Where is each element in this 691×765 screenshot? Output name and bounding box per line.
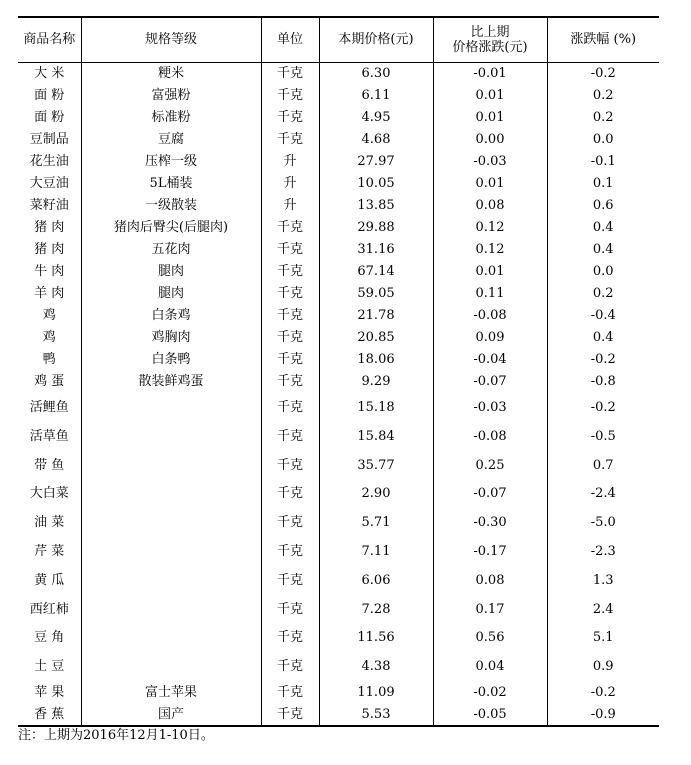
cell-price-change: -0.01 [433,62,547,84]
cell-product-name: 苹 果 [34,685,65,700]
cell-change-percent: -0.4 [547,304,659,326]
cell-product-name: 鸡 蛋 [34,373,65,389]
cell-change-percent: -0.8 [547,370,659,392]
table-row [18,128,659,150]
cell-unit: 千克 [261,216,319,238]
cell-specification [81,652,261,681]
cell-change-percent: 0.0 [547,260,659,282]
cell-specification: 5L桶装 [81,172,261,194]
cell-specification: 标准粉 [81,106,261,128]
cell-change-percent: -0.5 [547,422,659,451]
cell-change-percent: -2.4 [547,479,659,508]
cell-unit: 千克 [261,451,319,479]
cell-specification: 国产 [81,704,261,726]
cell-price-change: -0.05 [433,704,547,726]
cell-unit: 千克 [261,238,319,260]
cell-product-name: 油 菜 [34,515,65,530]
cell-unit: 升 [261,150,319,172]
cell-unit: 千克 [261,304,319,326]
cell-price-change: 0.11 [433,282,547,304]
cell-specification: 鸡胸肉 [81,326,261,348]
cell-product-name: 豆制品 [29,131,69,147]
cell-specification: 散装鲜鸡蛋 [81,370,261,392]
cell-price-change: 0.01 [433,172,547,194]
cell-specification: 五花肉 [81,238,261,260]
cell-specification [81,623,261,652]
cell-unit: 千克 [261,595,319,623]
cell-current-price: 11.56 [319,623,433,652]
cell-specification: 猪肉后臀尖(后腿肉) [81,216,261,238]
cell-current-price: 59.05 [319,282,433,304]
cell-product-name: 鸡 [42,307,56,323]
cell-product-name: 鸭 [42,351,56,367]
cell-price-change: -0.08 [433,422,547,451]
cell-current-price: 5.71 [319,508,433,537]
cell-specification: 白条鸡 [81,304,261,326]
cell-price-change: -0.03 [433,150,547,172]
cell-current-price: 67.14 [319,260,433,282]
cell-current-price: 7.28 [319,595,433,623]
cell-product-name: 菜籽油 [29,197,69,213]
cell-change-percent: 2.4 [547,595,659,623]
cell-unit: 千克 [261,84,319,106]
cell-specification [81,479,261,508]
cell-unit: 千克 [261,623,319,652]
cell-change-percent: -0.9 [547,704,659,726]
cell-change-percent: 1.3 [547,566,659,595]
cell-current-price: 20.85 [319,326,433,348]
table-row [18,370,659,392]
table-row [18,106,659,128]
cell-unit: 千克 [261,566,319,595]
cell-change-percent: -0.2 [547,681,659,704]
table-row [18,422,659,451]
cell-current-price: 21.78 [319,304,433,326]
cell-specification: 腿肉 [81,282,261,304]
cell-price-change: 0.08 [433,194,547,216]
cell-unit: 千克 [261,704,319,726]
cell-unit: 千克 [261,62,319,84]
header-change-percent: 涨跌幅 (%) [547,17,659,62]
table-row [18,62,659,84]
cell-price-change: -0.07 [433,479,547,508]
cell-specification [81,392,261,422]
cell-change-percent: 0.2 [547,106,659,128]
cell-price-change: 0.25 [433,451,547,479]
cell-specification: 腿肉 [81,260,261,282]
cell-product-name: 猪 肉 [34,219,65,235]
cell-price-change: 0.08 [433,566,547,595]
cell-price-change: -0.04 [433,348,547,370]
table-row [18,216,659,238]
cell-unit: 千克 [261,422,319,451]
cell-product-name: 黄 瓜 [34,573,65,588]
table-row [18,704,659,726]
cell-product-name: 猪 肉 [34,241,65,257]
cell-current-price: 5.53 [319,704,433,726]
cell-unit: 千克 [261,479,319,508]
cell-price-change: -0.02 [433,681,547,704]
table-row [18,479,659,508]
cell-specification [81,508,261,537]
cell-product-name: 西红柿 [29,601,69,617]
table-row [18,304,659,326]
cell-current-price: 18.06 [319,348,433,370]
cell-change-percent: 0.0 [547,128,659,150]
header-product-name: 商品名称 [18,17,81,62]
table-row [18,508,659,537]
table-row [18,537,659,566]
cell-unit: 升 [261,172,319,194]
table-body [18,62,659,726]
cell-price-change: 0.04 [433,652,547,681]
cell-current-price: 9.29 [319,370,433,392]
cell-current-price: 6.30 [319,62,433,84]
cell-specification [81,537,261,566]
cell-price-change: 0.17 [433,595,547,623]
price-table-container [18,16,659,727]
cell-product-name: 花生油 [29,153,69,169]
table-row [18,566,659,595]
cell-current-price: 7.11 [319,537,433,566]
table-row [18,326,659,348]
cell-price-change: -0.07 [433,370,547,392]
cell-change-percent: -2.3 [547,537,659,566]
cell-price-change: -0.17 [433,537,547,566]
cell-unit: 千克 [261,348,319,370]
cell-specification [81,595,261,623]
cell-change-percent: 0.6 [547,194,659,216]
table-row [18,595,659,623]
cell-specification [81,566,261,595]
cell-price-change: -0.03 [433,392,547,422]
cell-product-name: 活草鱼 [29,429,69,444]
table-header-row [18,17,659,62]
cell-price-change: 0.00 [433,128,547,150]
cell-unit: 千克 [261,508,319,537]
cell-current-price: 13.85 [319,194,433,216]
cell-product-name: 带 鱼 [34,457,65,473]
cell-current-price: 4.95 [319,106,433,128]
price-table [18,16,659,727]
table-row [18,172,659,194]
cell-unit: 升 [261,194,319,216]
cell-product-name: 豆 角 [34,630,65,645]
cell-product-name: 面 粉 [34,109,65,125]
header-price-change: 比上期 价格涨跌(元) [433,17,547,62]
cell-current-price: 15.84 [319,422,433,451]
cell-unit: 千克 [261,537,319,566]
cell-current-price: 11.09 [319,681,433,704]
cell-change-percent: 0.4 [547,238,659,260]
table-row [18,451,659,479]
table-row [18,150,659,172]
cell-current-price: 4.68 [319,128,433,150]
cell-product-name: 鸡 [42,329,56,345]
cell-change-percent: 5.1 [547,623,659,652]
cell-product-name: 大 米 [34,65,65,81]
cell-current-price: 10.05 [319,172,433,194]
cell-price-change: -0.30 [433,508,547,537]
cell-change-percent: 0.2 [547,282,659,304]
cell-price-change: 0.12 [433,216,547,238]
cell-specification: 富强粉 [81,84,261,106]
cell-price-change: -0.08 [433,304,547,326]
cell-current-price: 6.11 [319,84,433,106]
table-row [18,84,659,106]
table-row [18,348,659,370]
cell-current-price: 2.90 [319,479,433,508]
cell-specification: 一级散装 [81,194,261,216]
cell-current-price: 4.38 [319,652,433,681]
table-row [18,623,659,652]
header-unit: 单位 [261,17,319,62]
cell-price-change: 0.01 [433,260,547,282]
cell-specification: 粳米 [81,62,261,84]
cell-unit: 千克 [261,260,319,282]
cell-price-change: 0.01 [433,106,547,128]
cell-current-price: 6.06 [319,566,433,595]
cell-product-name: 面 粉 [34,87,65,103]
cell-price-change: 0.09 [433,326,547,348]
cell-product-name: 土 豆 [34,659,65,674]
cell-unit: 千克 [261,392,319,422]
table-row [18,282,659,304]
cell-change-percent: -0.2 [547,348,659,370]
table-row [18,681,659,704]
table-row [18,194,659,216]
cell-specification: 压榨一级 [81,150,261,172]
cell-change-percent: 0.4 [547,326,659,348]
cell-product-name: 大白菜 [29,486,69,501]
cell-change-percent: 0.4 [547,216,659,238]
cell-product-name: 牛 肉 [34,263,65,279]
cell-current-price: 29.88 [319,216,433,238]
cell-change-percent: -5.0 [547,508,659,537]
cell-specification: 豆腐 [81,128,261,150]
cell-change-percent: -0.1 [547,150,659,172]
cell-unit: 千克 [261,282,319,304]
header-current-price: 本期价格(元) [319,17,433,62]
cell-product-name: 香 蕉 [18,704,81,726]
table-row [18,652,659,681]
cell-specification [81,451,261,479]
footnote: 注：上期为2016年12月1-10日。 [18,728,214,743]
header-specification: 规格等级 [81,17,261,62]
cell-price-change: 0.56 [433,623,547,652]
cell-specification: 白条鸭 [81,348,261,370]
cell-current-price: 31.16 [319,238,433,260]
cell-unit: 千克 [261,106,319,128]
cell-unit: 千克 [261,681,319,704]
cell-current-price: 35.77 [319,451,433,479]
cell-change-percent: 0.9 [547,652,659,681]
cell-unit: 千克 [261,128,319,150]
table-row [18,260,659,282]
cell-product-name: 活鲤鱼 [29,399,69,415]
cell-specification: 富士苹果 [81,681,261,704]
cell-unit: 千克 [261,370,319,392]
cell-change-percent: 0.1 [547,172,659,194]
cell-change-percent: 0.7 [547,451,659,479]
cell-change-percent: 0.2 [547,84,659,106]
table-row [18,238,659,260]
cell-price-change: 0.12 [433,238,547,260]
cell-unit: 千克 [261,652,319,681]
cell-product-name: 大豆油 [29,175,69,191]
cell-change-percent: -0.2 [547,392,659,422]
cell-unit: 千克 [261,326,319,348]
cell-price-change: 0.01 [433,84,547,106]
cell-specification [81,422,261,451]
table-row [18,392,659,422]
cell-product-name: 芹 菜 [34,544,65,559]
cell-product-name: 羊 肉 [34,285,65,301]
cell-change-percent: -0.2 [547,62,659,84]
cell-current-price: 15.18 [319,392,433,422]
cell-current-price: 27.97 [319,150,433,172]
